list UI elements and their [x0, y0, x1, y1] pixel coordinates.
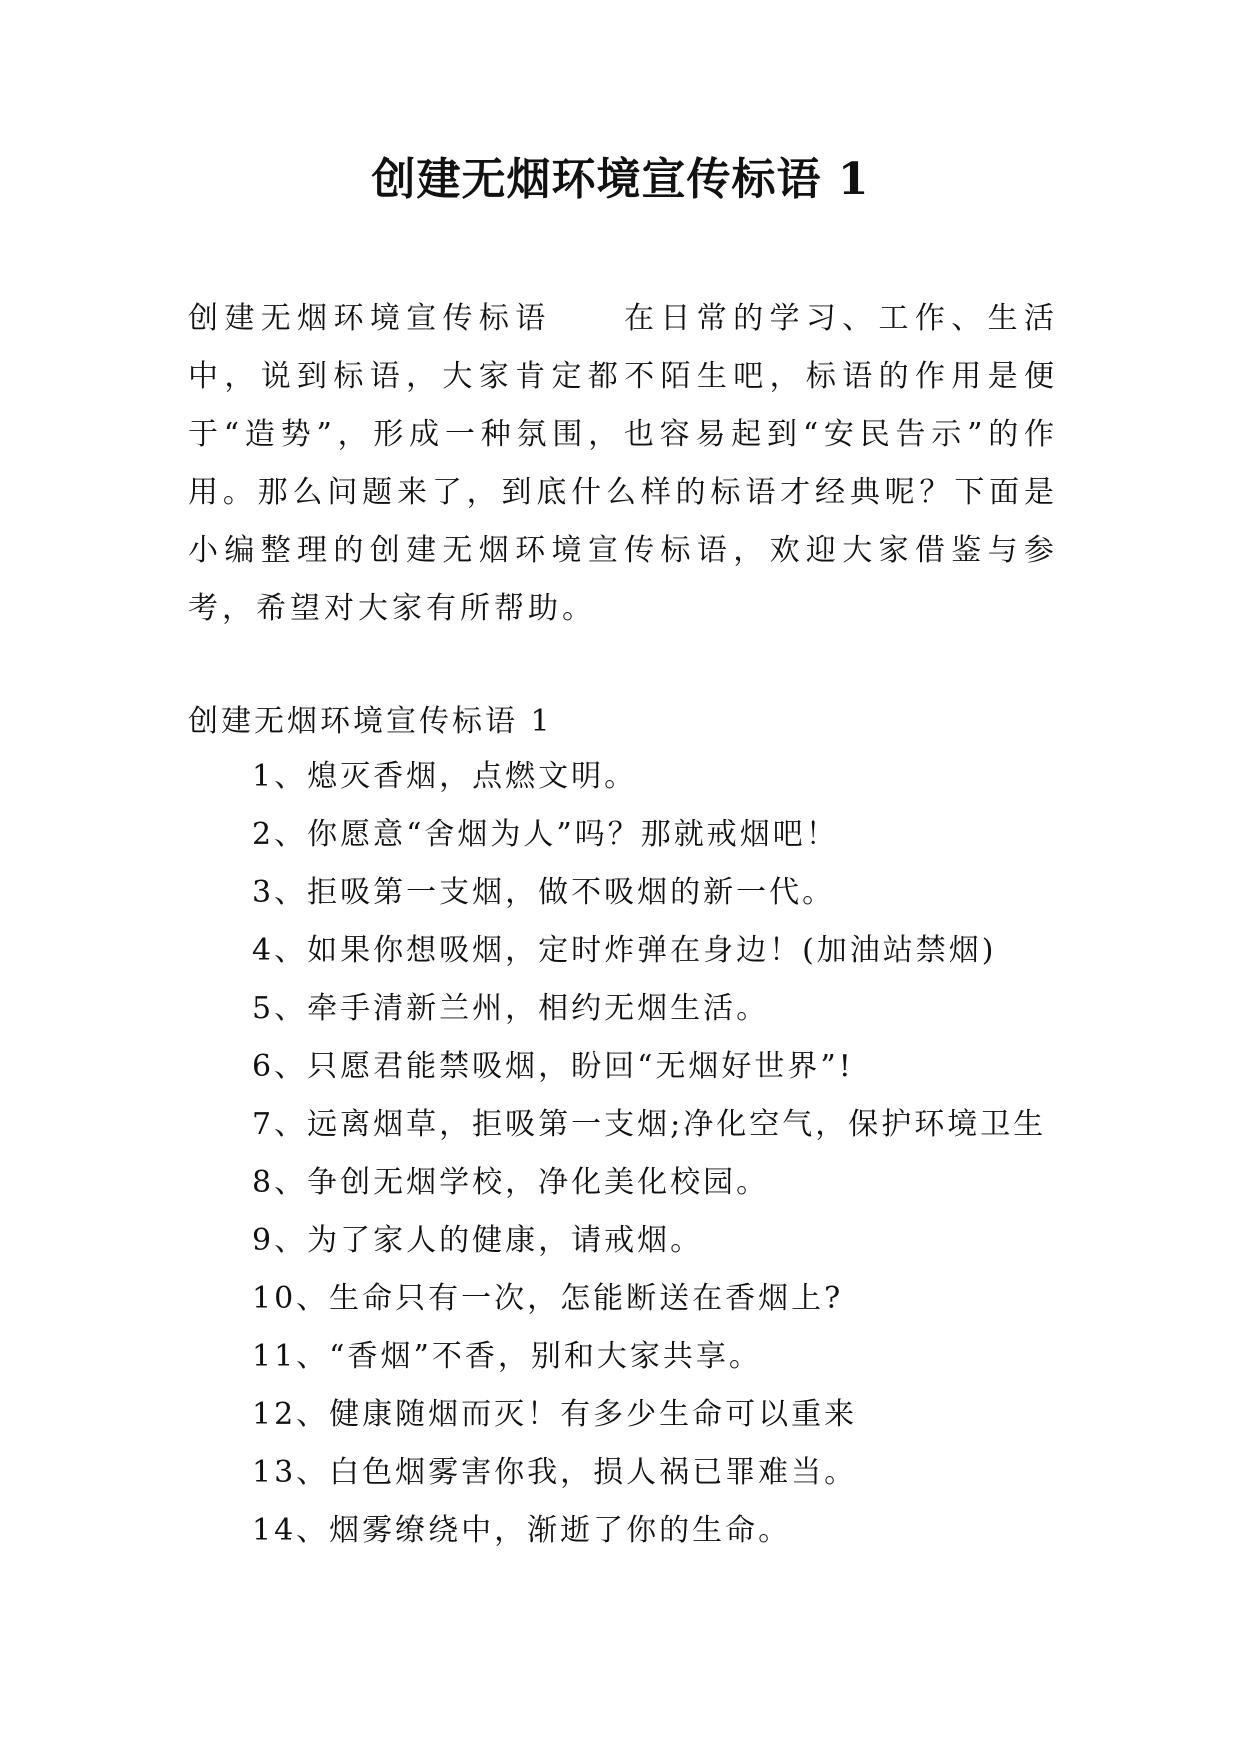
slogan-item: 2、你愿意“舍烟为人”吗？那就戒烟吧！ [252, 817, 839, 852]
intro-paragraph [188, 290, 1058, 638]
slogan-item: 12、健康随烟而灭！有多少生命可以重来 [252, 1397, 858, 1432]
intro-lead: 创建无烟环境宣传标语 [188, 301, 552, 336]
slogan-item: 1、熄灭香烟，点燃文明。 [252, 759, 638, 794]
slogan-item: 5、牵手清新兰州，相约无烟生活。 [252, 991, 770, 1026]
intro-body: 在日常的学习、工作、生活中，说到标语，大家肯定都不陌生吧，标语的作用是便于“造势”，形成一种氛围，也容易起到“安民告示”的作用。那么问题来了，到底什么样的标语才经典呢？下面是小编整理的创建无烟环境宣传标语，欢迎大家借鉴与参考，希望对大家有所帮助。 [188, 301, 1059, 626]
slogan-item: 6、只愿君能禁吸烟，盼回“无烟好世界”! [252, 1049, 854, 1084]
slogan-list [252, 757, 1046, 1569]
slogan-item: 4、如果你想吸烟，定时炸弹在身边！(加油站禁烟) [252, 933, 997, 968]
slogan-item: 8、争创无烟学校，净化美化校园。 [252, 1165, 770, 1200]
slogan-item: 11、“香烟”不香，别和大家共享。 [252, 1339, 762, 1374]
slogan-item: 7、远离烟草，拒吸第一支烟;净化空气，保护环境卫生 [252, 1107, 1047, 1142]
slogan-item: 13、白色烟雾害你我，损人祸已罪难当。 [252, 1455, 858, 1490]
slogan-item: 10、生命只有一次，怎能断送在香烟上? [252, 1281, 844, 1316]
slogan-item: 9、为了家人的健康，请戒烟。 [252, 1223, 704, 1258]
section-heading: 创建无烟环境宣传标语 1 [188, 704, 553, 739]
slogan-item: 3、拒吸第一支烟，做不吸烟的新一代。 [252, 875, 836, 910]
document-title: 创建无烟环境宣传标语 1 [371, 154, 870, 205]
slogan-item: 14、烟雾缭绕中，渐逝了你的生命。 [252, 1513, 792, 1548]
